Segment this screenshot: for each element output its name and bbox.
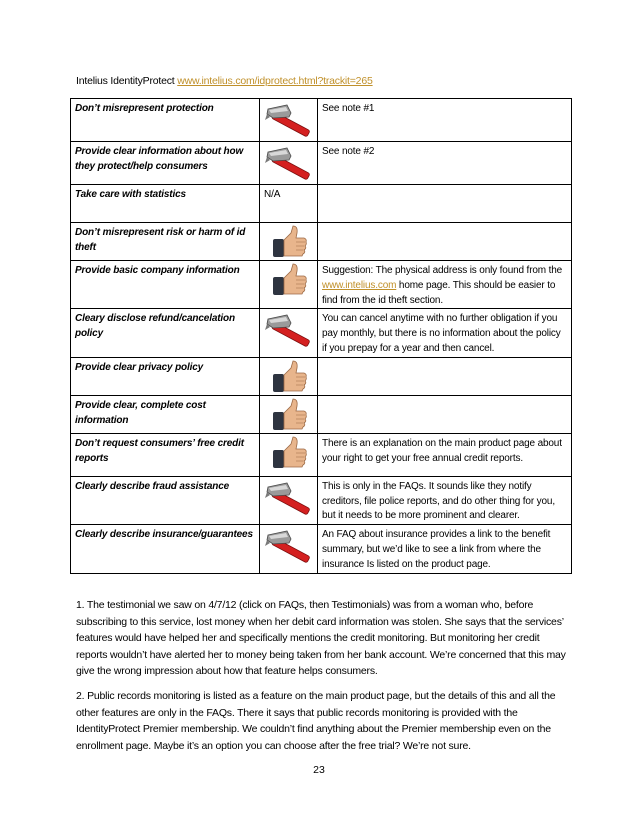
- note-text: Suggestion: The physical address is only found from the: [322, 265, 563, 276]
- header-url-link[interactable]: www.intelius.com/idprotect.html?trackit=265: [177, 75, 373, 87]
- criterion-cell: Don’t request consumers’ free credit reports: [71, 433, 260, 476]
- evaluation-table: [70, 98, 572, 574]
- hammer-icon: [260, 527, 317, 567]
- grade-cell: [260, 223, 318, 261]
- table-row: [71, 357, 572, 395]
- criterion-cell: Don’t misrepresent risk or harm of id theft: [71, 223, 260, 261]
- note-text: An FAQ about insurance provides a link to the benefit summary, but we’d like to see a link from where the insurance Is listed on the product page.: [322, 529, 551, 570]
- table-row: [71, 142, 572, 185]
- criterion-cell: Provide clear, complete cost information: [71, 395, 260, 433]
- criterion-cell: Provide clear privacy policy: [71, 357, 260, 395]
- criterion-cell: Clearly describe insurance/guarantees: [71, 525, 260, 573]
- grade-cell: [260, 476, 318, 524]
- table-row: [71, 99, 572, 142]
- thumbs-up-icon: [260, 225, 317, 259]
- table-row: [71, 476, 572, 524]
- table-row: [71, 309, 572, 357]
- hammer-icon: [260, 101, 317, 141]
- grade-cell: [260, 261, 318, 309]
- grade-cell: [260, 525, 318, 573]
- hammer-icon: [260, 144, 317, 184]
- criterion-cell: Clearly describe fraud assistance: [71, 476, 260, 524]
- thumbs-up-icon: [260, 398, 317, 432]
- criterion-cell: Don’t misrepresent protection: [71, 99, 260, 142]
- grade-cell: [260, 309, 318, 357]
- note-cell: [318, 261, 572, 309]
- grade-cell: [260, 395, 318, 433]
- note-text: There is an explanation on the main product page about your right to get your free annual credit reports.: [322, 437, 562, 464]
- page-number: 23: [313, 764, 325, 776]
- note-cell: [318, 99, 572, 142]
- note-cell: [318, 357, 572, 395]
- criterion-cell: Provide basic company information: [71, 261, 260, 309]
- note-cell: [318, 142, 572, 185]
- note-text: This is only in the FAQs. It sounds like they notify creditors, file police reports, and do other thing for you, but it needs to be more prominent and clearer.: [322, 480, 555, 522]
- document-header: [76, 75, 373, 87]
- hammer-icon: [260, 311, 317, 351]
- thumbs-up-icon: [260, 263, 317, 297]
- criterion-cell: Take care with statistics: [71, 185, 260, 223]
- note-cell: [318, 433, 572, 476]
- table-row: [71, 395, 572, 433]
- grade-cell: [260, 185, 318, 223]
- note-cell: [318, 476, 572, 524]
- note-text-continued: home page. This should be easier to find from the id theft section.: [322, 279, 556, 306]
- note-text: See note #1: [322, 103, 375, 114]
- hammer-icon: [260, 479, 317, 519]
- table-row: [71, 433, 572, 476]
- header-label: Intelius IdentityProtect: [76, 75, 175, 87]
- thumbs-up-icon: [260, 360, 317, 394]
- grade-cell: [260, 433, 318, 476]
- grade-cell: [260, 357, 318, 395]
- grade-cell: [260, 99, 318, 142]
- table-row: [71, 185, 572, 223]
- note-cell: [318, 185, 572, 223]
- note-cell: [318, 223, 572, 261]
- grade-cell: [260, 142, 318, 185]
- note-2: 2. Public records monitoring is listed as a feature on the main product page, but the details of this and all the other features are only in the FAQs. There it says that public records monitoring is provided with the IdentityProtect Premier membership. We couldn’t find anything about the Premier membership even on the enrollment page. Maybe it’s an option you can choose after the free trial? We’re not sure.: [76, 690, 556, 752]
- company-link[interactable]: www.intelius.com: [322, 279, 397, 291]
- note-text: You can cancel anytime with no further obligation if you pay monthly, but there is no information about the policy if you prepay for a year and then cancel.: [322, 313, 561, 354]
- note-1: 1. The testimonial we saw on 4/7/12 (click on FAQs, then Testimonials) was from a woman who, before subscribing to this service, lost money when her debit card information was stolen. She says that the services’ features would have helped her and specifically mentions the credit monitoring. But monitoring her credit reports wouldn’t have alerted her to money being taken from her bank account. We’re concerned that this may give the wrong impression about how that feature helps consumers.: [76, 599, 566, 678]
- note-cell: [318, 525, 572, 573]
- criterion-cell: Cleary disclose refund/cancelation policy: [71, 309, 260, 357]
- note-cell: [318, 309, 572, 357]
- table-row: [71, 261, 572, 309]
- note-text: See note #2: [322, 146, 375, 157]
- thumbs-up-icon: [260, 436, 317, 470]
- table-row: [71, 223, 572, 261]
- criterion-cell: Provide clear information about how they protect/help consumers: [71, 142, 260, 185]
- note-cell: [318, 395, 572, 433]
- table-row: [71, 525, 572, 573]
- na-label: N/A: [264, 189, 281, 200]
